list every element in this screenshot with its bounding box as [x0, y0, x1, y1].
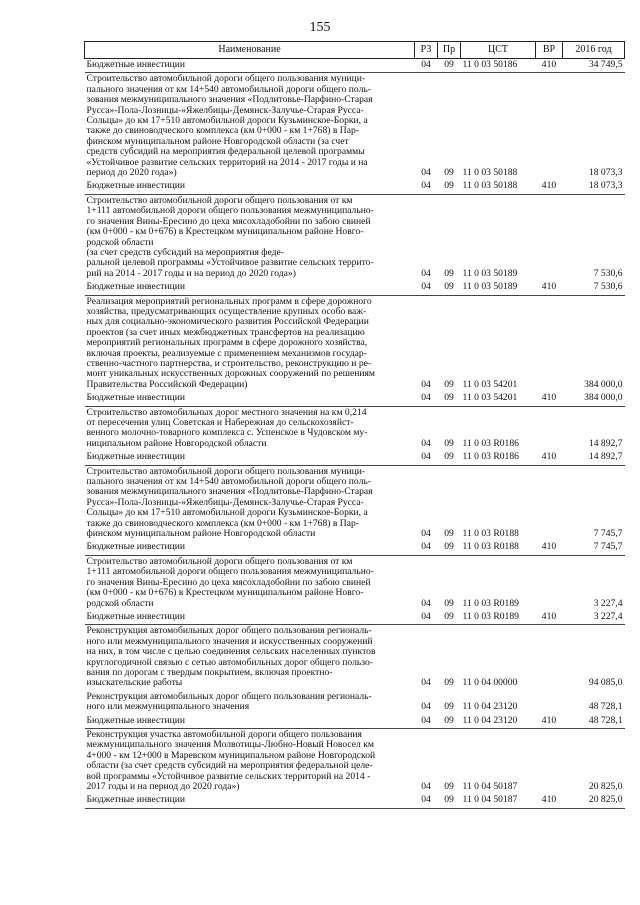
row-cst: 11 0 03 R0186: [462, 437, 519, 449]
row-cst: 11 0 03 54201: [462, 378, 518, 390]
row-rz: 04: [421, 781, 431, 792]
row-name: Бюджетные инвестиции: [86, 281, 185, 293]
row-cst: 11 0 03 50189: [462, 281, 518, 293]
row-rz: 04: [421, 528, 431, 540]
row-cst: 11 0 03 54201: [462, 392, 518, 404]
row-rz: 04: [421, 437, 431, 449]
row-cst: 11 0 03 50189: [462, 267, 518, 279]
table-row: [85, 715, 625, 729]
page-number: 155: [309, 20, 331, 35]
table-row: [85, 625, 625, 691]
row-vr: 410: [541, 281, 557, 293]
table-row: [85, 59, 625, 73]
table-header-row: [85, 42, 625, 59]
row-pr: 09: [444, 392, 454, 404]
table-row: [85, 194, 625, 281]
budget-table: [84, 41, 625, 809]
row-rz: 04: [421, 167, 431, 179]
row-pr: 09: [444, 701, 454, 713]
row-name: Бюджетные инвестиции: [86, 794, 185, 806]
row-sum: 3 227,4: [593, 597, 623, 609]
row-sum: 7 745,7: [593, 541, 623, 553]
row-pr: 09: [444, 267, 454, 279]
row-sum: 14 892,7: [588, 437, 623, 449]
row-name: Бюджетные инвестиции: [86, 610, 185, 622]
table-row: [85, 281, 625, 295]
row-rz: 04: [421, 794, 431, 806]
row-rz: 04: [421, 701, 431, 713]
row-rz: 04: [421, 378, 431, 390]
row-pr: 09: [444, 714, 454, 726]
table-row: [85, 691, 625, 715]
row-rz: 04: [421, 677, 431, 689]
table-row: [85, 728, 625, 794]
row-pr: 09: [444, 167, 454, 179]
row-vr: 410: [541, 59, 557, 70]
row-vr: 410: [541, 794, 557, 806]
row-pr: 09: [444, 180, 454, 192]
row-cst: 11 0 03 50186: [462, 59, 518, 70]
row-rz: 04: [421, 597, 431, 609]
row-pr: 09: [444, 541, 454, 553]
header-vr: ВР: [536, 42, 563, 59]
row-name: Строительство автомобильной дороги общего пользования муници- пального значения от км 14+540 автомобильной дороги общего поль- зования межмуниципального значения «Подлитовье-Парфино-Старая Русса»-Пола-Лозницы-»Яжелбицы-Демянск-Залучье-Старая Русса- Сольцы» до км 17+510 автомобильной дороги Кузьминское-Борки, а также до свиноводческого комплекса (км 0+000 - км 1+768) в Пар- финском муниципальном районе Новгородской области: [86, 465, 373, 540]
row-cst: 11 0 04 50187: [462, 794, 518, 806]
row-sum: 7 530,6: [593, 281, 623, 293]
row-vr: 410: [541, 610, 557, 622]
row-sum: 384 000,0: [584, 392, 623, 404]
header-pr: Пр: [438, 42, 461, 59]
row-vr: 410: [541, 392, 557, 404]
row-sum: 48 728,1: [588, 714, 623, 726]
header-year: 2016 год: [563, 42, 625, 59]
header-rz: РЗ: [415, 42, 438, 59]
row-vr: 410: [541, 180, 557, 192]
row-rz: 04: [421, 610, 431, 622]
row-pr: 09: [444, 597, 454, 609]
table-row: [85, 541, 625, 555]
table-row: [85, 295, 625, 392]
row-rz: 04: [421, 59, 431, 70]
row-name: Реконструкция автомобильных дорог общего пользования региональ- ного или межмуниципального значения: [86, 690, 372, 713]
row-rz: 04: [421, 714, 431, 726]
table-row: [85, 465, 625, 541]
row-sum: 20 825,0: [588, 781, 623, 792]
row-rz: 04: [421, 392, 431, 404]
row-sum: 7 530,6: [593, 267, 623, 279]
row-sum: 14 892,7: [588, 451, 623, 463]
row-name: Реконструкция участка автомобильной дороги общего пользования межмуниципального значения Молвотицы-Любно-Новый Новосел км 4+000 - км 12+000 в Маревском муниципальном районе Новгородской области (за счет средств субсидий на мероприятия федеральной целе- вой программы «Устойчивое развитие сельских территорий на 2014 - 2017 годы и на период до 2020 года»): [86, 728, 376, 792]
row-cst: 11 0 04 50187: [462, 781, 518, 792]
row-cst: 11 0 03 R0188: [462, 528, 519, 540]
row-pr: 09: [444, 781, 454, 792]
row-vr: 410: [541, 451, 557, 463]
row-cst: 11 0 04 23120: [462, 701, 518, 713]
table-row: [85, 392, 625, 406]
row-name: Строительство автомобильной дороги общего пользования от км 1+111 автомобильной дороги общего пользования межмуниципально- го значения Вины-Ересино до цеха мясохладобойни по забою свиней (км 0+000 - км 0+676) в Крестецком муниципальном районе Новго- родской области: [86, 555, 374, 609]
row-rz: 04: [421, 267, 431, 279]
row-sum: 94 085,0: [588, 677, 623, 689]
row-name: Реконструкция автомобильных дорог общего пользования региональ- ного или межмуниципального значения и искусственных сооружений на них, в том числе с целью соединения сельских населенных пунктов круглогодичной связью с сетью автомобильных дорог общего пользо- вания по дорогам с твердым покрытием, включая проектно- изыскательские работы: [86, 625, 376, 689]
row-pr: 09: [444, 378, 454, 390]
row-vr: 410: [541, 541, 557, 553]
row-sum: 48 728,1: [588, 701, 623, 713]
row-rz: 04: [421, 180, 431, 192]
table-row: [85, 611, 625, 625]
row-name: Бюджетные инвестиции: [86, 392, 185, 404]
row-pr: 09: [444, 59, 454, 70]
row-name: Бюджетные инвестиции: [86, 541, 185, 553]
row-cst: 11 0 03 R0189: [462, 610, 519, 622]
row-sum: 384 000,0: [584, 378, 623, 390]
table-row: [85, 73, 625, 181]
row-rz: 04: [421, 281, 431, 293]
row-rz: 04: [421, 541, 431, 553]
row-cst: 11 0 03 R0188: [462, 541, 519, 553]
row-cst: 11 0 03 R0189: [462, 597, 519, 609]
table-row: [85, 451, 625, 465]
row-cst: 11 0 03 R0186: [462, 451, 519, 463]
row-pr: 09: [444, 451, 454, 463]
row-pr: 09: [444, 528, 454, 540]
row-sum: 7 745,7: [593, 528, 623, 540]
row-rz: 04: [421, 451, 431, 463]
row-name: Реализация мероприятий региональных программ в сфере дорожного хозяйства, предусматривающих осуществление крупных особо важ- ных для социально-экономического развития Российской Федерации проектов (за счет иных межбюджетных трансфертов на реализацию мероприятий региональных программ в сфере дорожного хозяйства, включая проекты, реализуемые с применением механизмов государ- ственно-частного партнерства, и строительство, реконструкцию и ре- монт уникальных искусственных дорожных сооружений по решениям Правительства Российской Федерации): [86, 295, 375, 390]
row-cst: 11 0 03 50188: [462, 167, 518, 179]
header-name: Наименование: [85, 42, 415, 59]
header-cst: ЦСТ: [461, 42, 536, 59]
row-name: Строительство автомобильной дороги общего пользования муници- пального значения от км 14+540 автомобильной дороги общего поль- зования межмуниципального значения «Подлитовье-Парфино-Старая Русса»-Пола-Лозницы-»Яжелбицы-Демянск-Залучье-Старая Русса- Сольцы» до км 17+510 автомобильной дороги Кузьминское-Борки, а также до свиноводческого комплекса (км 0+000 - км 1+768) в Пар- финском муниципальном районе Новгородской области (за счет средств субсидий на мероприятия федеральной целевой программы «Устойчивое развитие сельских территорий на 2014 - 2017 годы и на период до 2020 года»): [86, 73, 373, 179]
row-name: Строительство автомобильной дороги общего пользования от км 1+111 автомобильной дороги общего пользования межмуниципально- го значения Вины-Ересино до цеха мясохладобойни по забою свиней (км 0+000 - км 0+676) в Крестецком муниципальном районе Новго- родской области (за счет средств субсидий на мероприятия феде- ральной целевой программы «Устойчивое развитие сельских террито- рий на 2014 - 2017 годы и на период до 2020 года»): [86, 194, 374, 279]
row-vr: 410: [541, 714, 557, 726]
row-name: Строительство автомобильных дорог местного значения на км 0,214 от пересечения улиц Советская и Набережная до сельскохозяйст- венного молочно-товарного комплекса с. Успенское в Чудовском му- ниципальном районе Новгородской области: [86, 406, 368, 449]
row-pr: 09: [444, 794, 454, 806]
row-cst: 11 0 04 23120: [462, 714, 518, 726]
row-sum: 3 227,4: [593, 610, 623, 622]
row-cst: 11 0 03 50188: [462, 180, 518, 192]
table-row: [85, 555, 625, 611]
row-cst: 11 0 04 00000: [462, 677, 518, 689]
table-body: [85, 59, 625, 809]
row-pr: 09: [444, 677, 454, 689]
table-row: [85, 406, 625, 451]
row-sum: 18 073,3: [588, 167, 623, 179]
row-name: Бюджетные инвестиции: [86, 59, 185, 70]
row-sum: 18 073,3: [588, 180, 623, 192]
row-name: Бюджетные инвестиции: [86, 180, 185, 192]
row-name: Бюджетные инвестиции: [86, 714, 185, 726]
row-pr: 09: [444, 281, 454, 293]
row-sum: 20 825,0: [588, 794, 623, 806]
row-name: Бюджетные инвестиции: [86, 451, 185, 463]
table-row: [85, 180, 625, 194]
table-row: [85, 794, 625, 808]
row-pr: 09: [444, 437, 454, 449]
row-pr: 09: [444, 610, 454, 622]
row-sum: 34 749,5: [588, 59, 623, 70]
